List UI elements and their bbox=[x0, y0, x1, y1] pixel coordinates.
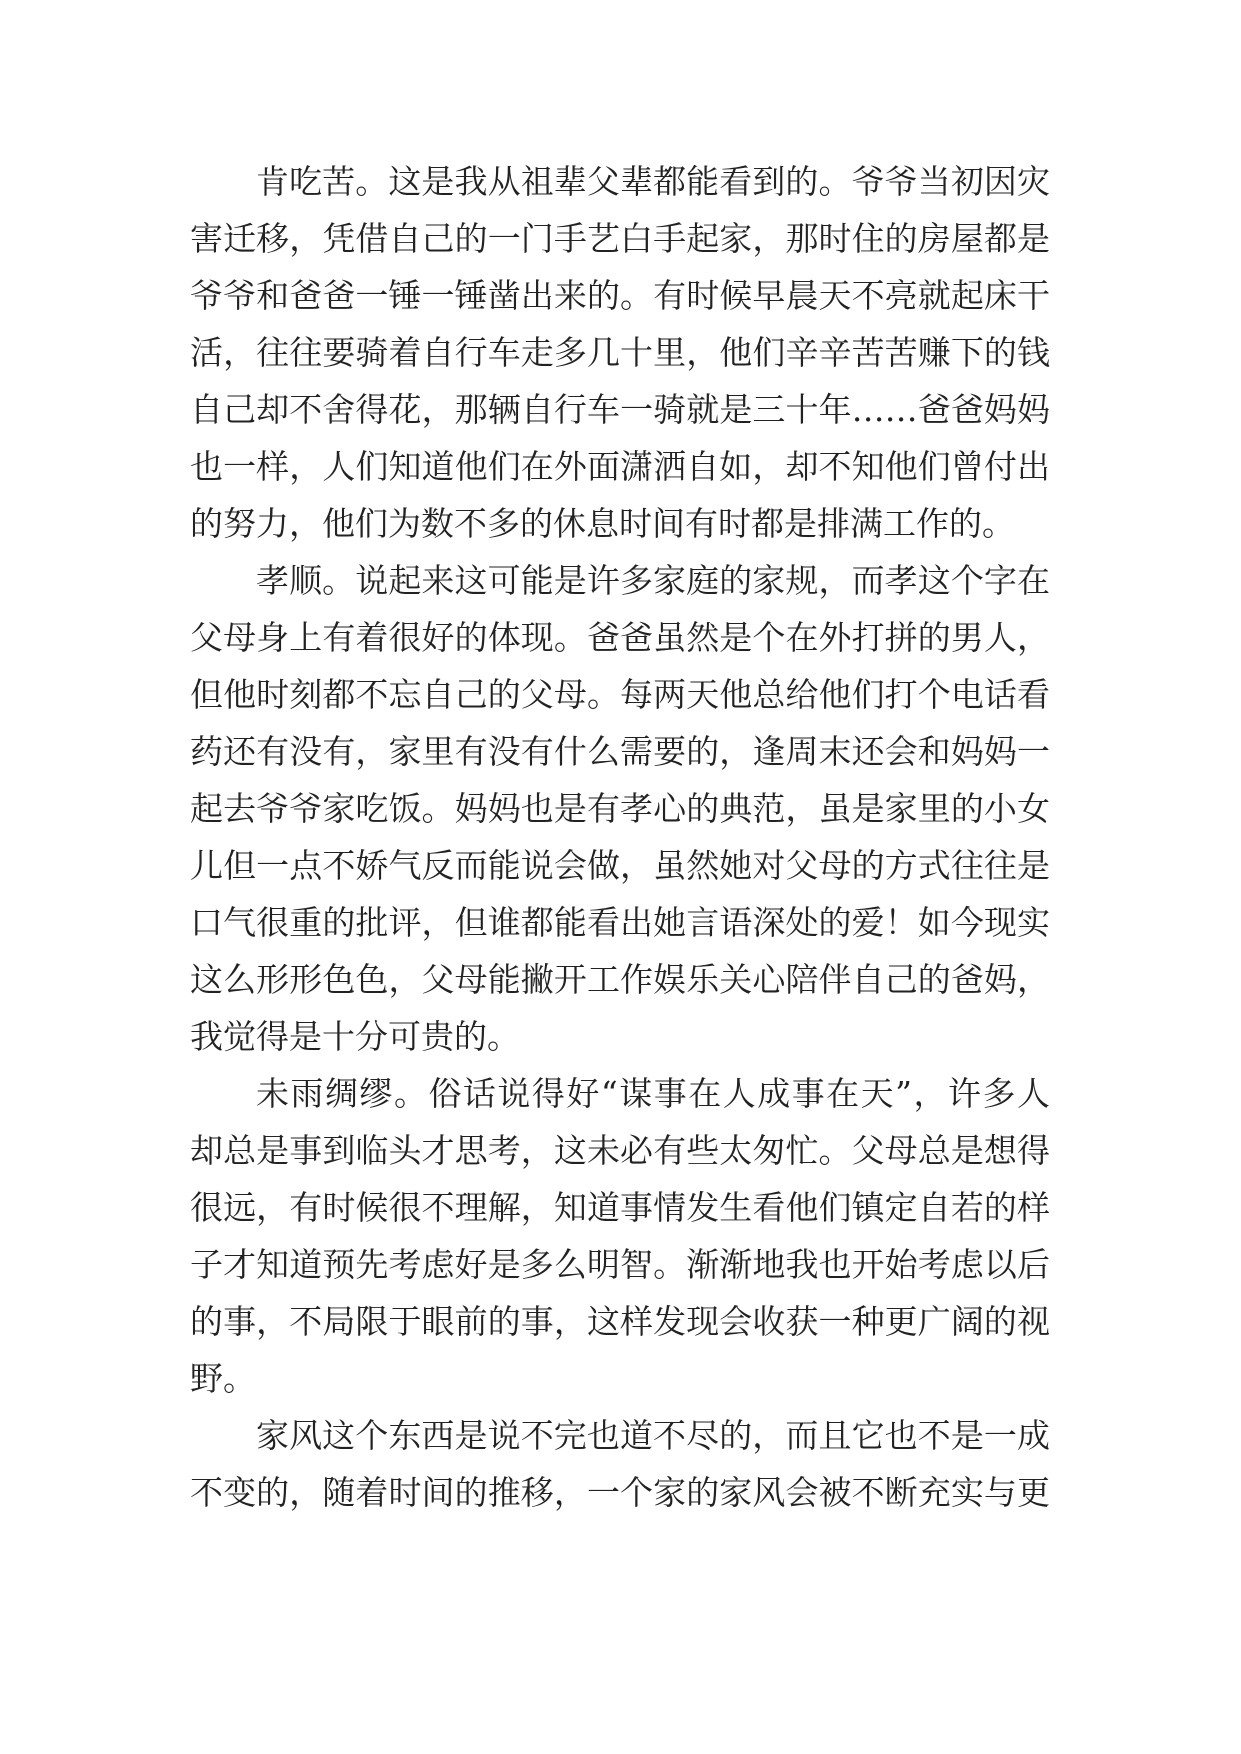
paragraph-family-tradition bbox=[190, 1407, 1050, 1521]
text-line: 我觉得是十分可贵的。 bbox=[190, 1017, 520, 1056]
text-line: 爷爷和爸爸一锤一锤凿出来的。有时候早晨天不亮就起床干 bbox=[190, 276, 1050, 315]
text-line: 未雨绸缪。俗话说得好“谋事在人成事在天”，许多人 bbox=[256, 1074, 1050, 1113]
text-line: 的努力，他们为数不多的休息时间有时都是排满工作的。 bbox=[190, 504, 1015, 543]
text-line: 自己却不舍得花，那辆自行车一骑就是三十年……爸爸妈妈 bbox=[190, 390, 1050, 429]
paragraph-filial-piety bbox=[190, 552, 1050, 1065]
text-line: 药还有没有，家里有没有什么需要的，逢周末还会和妈妈一 bbox=[190, 732, 1050, 771]
text-line: 口气很重的批评，但谁都能看出她言语深处的爱！如今现实 bbox=[190, 903, 1050, 942]
text-line: 子才知道预先考虑好是多么明智。渐渐地我也开始考虑以后 bbox=[190, 1245, 1050, 1284]
text-line: 却总是事到临头才思考，这未必有些太匆忙。父母总是想得 bbox=[190, 1131, 1050, 1170]
text-line: 孝顺。说起来这可能是许多家庭的家规，而孝这个字在 bbox=[256, 561, 1050, 600]
text-line: 这么形形色色，父母能撇开工作娱乐关心陪伴自己的爸妈， bbox=[190, 960, 1050, 999]
paragraph-planning-ahead bbox=[190, 1065, 1050, 1407]
text-line: 儿但一点不娇气反而能说会做，虽然她对父母的方式往往是 bbox=[190, 846, 1050, 885]
text-line: 但他时刻都不忘自己的父母。每两天他总给他们打个电话看 bbox=[190, 675, 1050, 714]
text-line: 很远，有时候很不理解，知道事情发生看他们镇定自若的样 bbox=[190, 1188, 1050, 1227]
text-line: 害迁移，凭借自己的一门手艺白手起家，那时住的房屋都是 bbox=[190, 219, 1050, 258]
text-line: 也一样，人们知道他们在外面潇洒自如，却不知他们曾付出 bbox=[190, 447, 1050, 486]
essay-body bbox=[190, 153, 1050, 1521]
paragraph-hard-work bbox=[190, 153, 1050, 552]
text-line: 活，往往要骑着自行车走多几十里，他们辛辛苦苦赚下的钱 bbox=[190, 333, 1050, 372]
text-line: 野。 bbox=[190, 1359, 256, 1398]
text-line: 家风这个东西是说不完也道不尽的，而且它也不是一成 bbox=[256, 1416, 1050, 1455]
text-line: 不变的，随着时间的推移，一个家的家风会被不断充实与更 bbox=[190, 1473, 1050, 1512]
text-line: 起去爷爷家吃饭。妈妈也是有孝心的典范，虽是家里的小女 bbox=[190, 789, 1050, 828]
text-line: 父母身上有着很好的体现。爸爸虽然是个在外打拼的男人， bbox=[190, 618, 1050, 657]
text-line: 肯吃苦。这是我从祖辈父辈都能看到的。爷爷当初因灾 bbox=[256, 162, 1050, 201]
text-line: 的事，不局限于眼前的事，这样发现会收获一种更广阔的视 bbox=[190, 1302, 1050, 1341]
